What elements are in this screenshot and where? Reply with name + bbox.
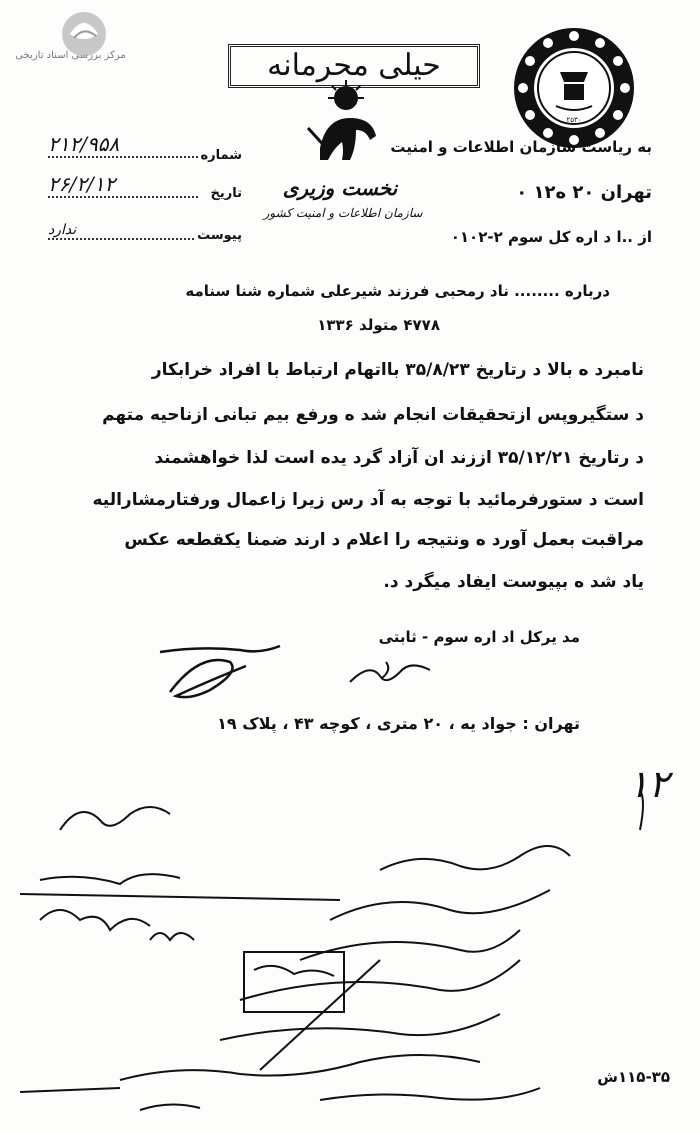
watermark-text: مرکز بررسی اسناد تاریخی (15, 50, 126, 61)
addressee-line: به ریاست سازمان اطلاعات و امنیت (390, 138, 652, 156)
organization-seal-icon (512, 26, 636, 150)
body-line-6: یاد شد ه بپیوست ایفاد میگرد د. (383, 572, 644, 592)
classification-stamp: حیلی محرمانه (228, 44, 480, 88)
lion-and-sun-emblem-icon (302, 78, 390, 178)
date-value: ۲۶/۲/۱۲ (48, 172, 198, 198)
city-date-line: تهران ۲۰ ه۱۲ ۰ (516, 182, 652, 203)
attachment-value: ندارد (48, 222, 194, 240)
signature-title: مد یرکل اد اره سوم - ثابتی (378, 628, 580, 646)
sender-line: از ..ا د اره کل سوم ۲-۰۱۰۲ (450, 228, 652, 246)
address-line: تهران : جواد یه ، ۲۰ متری ، کوچه ۴۳ ، پلاک ۱۹ (217, 714, 580, 733)
emblem-caption: نخست وزیری (282, 176, 398, 200)
number-label: شماره (200, 148, 242, 163)
body-line-1: نامبرد ه بالا د رتاریخ ۳۵/۸/۲۳ بااتهام ارتباط با افراد خرابکار (151, 360, 644, 380)
subject-line-2: ۴۷۷۸ متولد ۱۳۳۶ (317, 316, 440, 334)
subject-line-1: درباره ........ ناد رمحبی فرزند شیرعلی شماره شنا سنامه (185, 282, 610, 300)
svg-text:۲۵۳۰: ۲۵۳۰ (566, 116, 582, 124)
date-label: تاریخ (210, 186, 242, 201)
attachment-label: پیوست (197, 228, 242, 243)
watermark-logo-icon (14, 8, 134, 78)
archive-code: ۱۱۵-۳۵ش (597, 1068, 670, 1086)
page-number: ۱۲ (628, 762, 669, 806)
emblem-subcaption: سازمان اطلاعات و امنیت کشور (263, 206, 423, 220)
body-line-3: د رتاریخ ۳۵/۱۲/۲۱ اززند ان آزاد گرد یده است لذا خواهشمند (154, 448, 644, 468)
body-line-4: است د ستورفرمائید با توجه به آد رس زیرا زاعمال ورفتارمشارالیه (92, 490, 644, 510)
body-line-2: د ستگیروپس ازتحقیقات انجام شد ه ورفع بیم تبانی ازناحیه متهم (102, 405, 644, 425)
handwritten-signature-icon (150, 632, 450, 712)
number-value: ۲۱۲/۹۵۸ (48, 132, 198, 158)
body-line-5: مراقبت بعمل آورد ه ونتیجه را اعلام د ارند ضمنا یکقطعه عکس (124, 530, 644, 550)
